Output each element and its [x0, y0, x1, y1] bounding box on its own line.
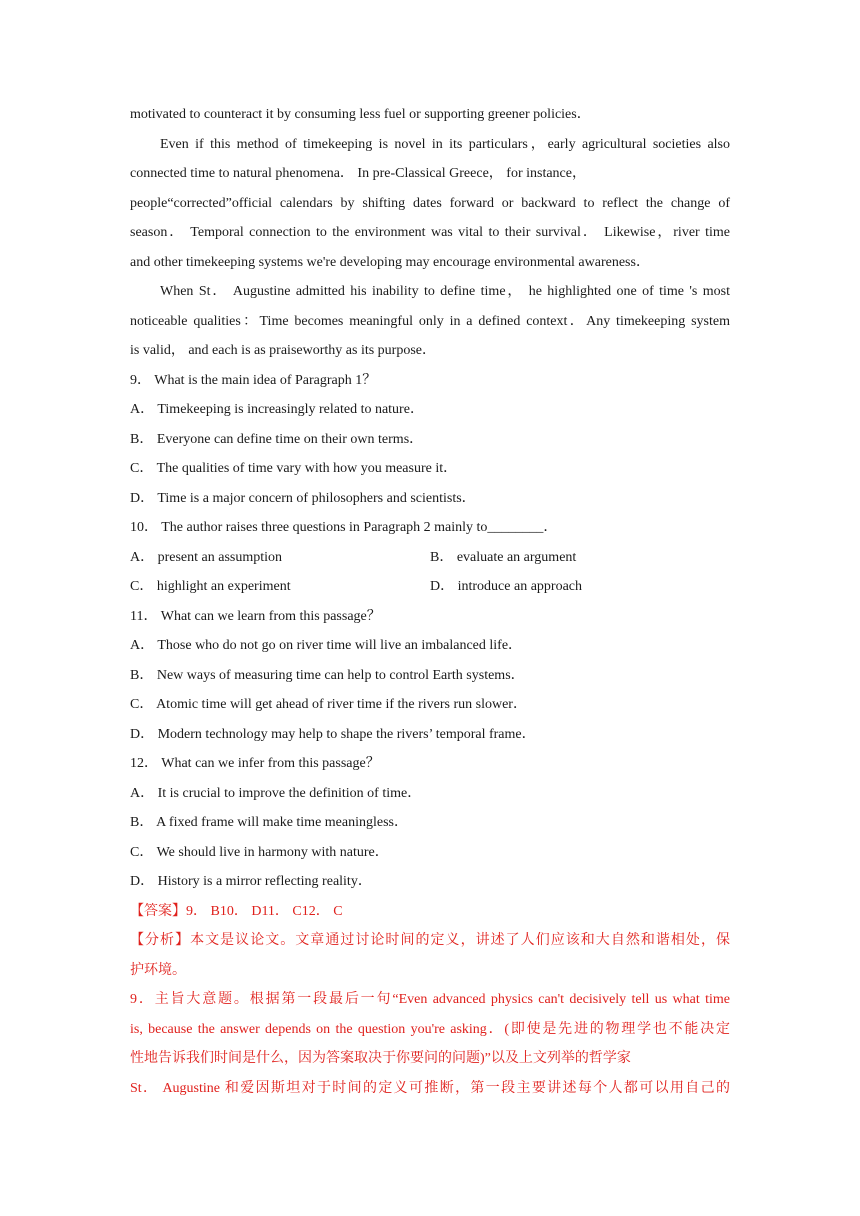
question-option: B． A fixed frame will make time meaningless． — [130, 815, 408, 830]
question-option: C． We should live in harmony with nature． — [130, 844, 389, 860]
question-stem: 10． The author raises three questions in Paragraph 2 mainly to________． — [130, 520, 558, 535]
question-option-row — [130, 572, 730, 602]
question-option: D． Time is a major concern of philosophers and scientists． — [130, 490, 476, 506]
question-option: D． introduce an approach — [430, 579, 582, 594]
analysis-line: St． Augustine 和爱因斯坦对于时间的定义可推断，第一段主要讲述每个人都可以用自己的 — [130, 1080, 730, 1096]
passage-line: connected time to natural phenomena． In pre-Classical Greece， for instance， — [130, 166, 586, 181]
question-option: C． The qualities of time vary with how you measure it． — [130, 461, 458, 476]
passage-line: motivated to counteract it by consuming less fuel or supporting greener policies． — [130, 107, 591, 122]
passage-line: When St． Augustine admitted his inability to define time， he highlighted one of time 's most — [160, 284, 730, 299]
passage-line: season． Temporal connection to the environment was vital to their survival． Likewise，river time — [130, 225, 730, 240]
question-option: B． Everyone can define time on their own terms． — [130, 431, 424, 447]
analysis-line: 性地告诉我们时间是什么，因为答案取决于你要问的问题)”以及上文列举的哲学家 — [130, 1051, 631, 1066]
passage-line: people“corrected”official calendars by shifting dates forward or backward to reflect the change of — [130, 195, 730, 211]
passage-line: and other timekeeping systems we're developing may encourage environmental awareness． — [130, 254, 650, 270]
question-stem: 12． What can we infer from this passage？ — [130, 756, 380, 771]
question-option: B． evaluate an argument — [430, 549, 577, 565]
question-option: D． History is a mirror reflecting reality． — [130, 874, 372, 889]
question-stem: 11． What can we learn from this passage？ — [130, 608, 381, 624]
analysis-line: is, because the answer depends on the question you're asking．(即使是先进的物理学也不能决定 — [130, 1021, 730, 1037]
analysis-line: 9．主旨大意题。根据第一段最后一句“Even advanced physics can't decisively tell us what time — [130, 992, 730, 1007]
passage-line: is valid， and each is as praiseworthy as its purpose． — [130, 343, 436, 358]
passage-line: noticeable qualities：Time becomes meaningful only in a defined context．Any timekeeping system — [130, 313, 730, 329]
document-page — [130, 100, 730, 1103]
question-option: A． Those who do not go on river time will live an imbalanced life． — [130, 638, 523, 653]
question-option: A． It is crucial to improve the definition of time． — [130, 785, 422, 801]
question-option: D． Modern technology may help to shape the rivers’ temporal frame． — [130, 726, 536, 742]
question-option: C． Atomic time will get ahead of river time if the rivers run slower． — [130, 697, 527, 712]
analysis-line: 【分析】本文是议论文。文章通过讨论时间的定义，讲述了人们应该和大自然和谐相处，保 — [130, 933, 730, 948]
question-option: C． highlight an experiment — [130, 579, 291, 594]
question-option-row — [130, 543, 730, 573]
question-option: A． Timekeeping is increasingly related to nature． — [130, 402, 424, 417]
question-option: B． New ways of measuring time can help to control Earth systems． — [130, 667, 525, 683]
passage-line: Even if this method of timekeeping is novel in its particulars，early agricultural societies also — [160, 136, 730, 152]
analysis-line: 护环境。 — [130, 962, 186, 978]
question-option: A． present an assumption — [130, 549, 283, 565]
answer-key: 【答案】9． B10． D11． C12． C — [130, 903, 343, 919]
question-stem: 9． What is the main idea of Paragraph 1？ — [130, 372, 377, 388]
